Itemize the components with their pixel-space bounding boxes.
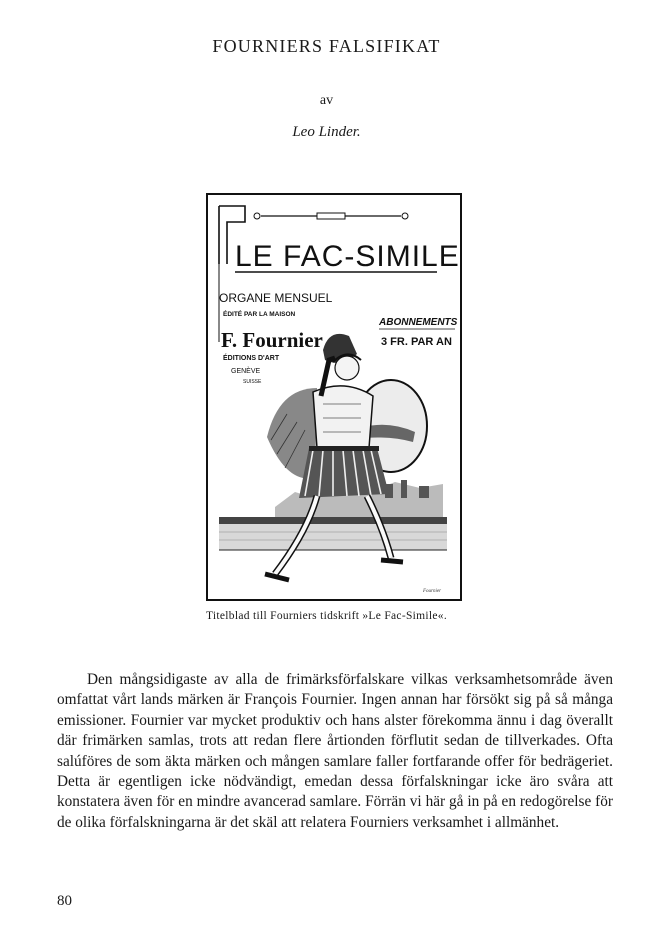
title-page-illustration bbox=[205, 192, 463, 604]
article-body bbox=[57, 670, 613, 833]
page-title: FOURNIERS FALSIFIKAT bbox=[212, 36, 441, 56]
subtitle-city: GENÈVE bbox=[231, 368, 261, 375]
subtitle-monthly: ORGANE MENSUEL bbox=[219, 291, 333, 305]
subtitle-published-by: ÉDITÉ PAR LA MAISON bbox=[223, 311, 296, 318]
subtitle-country: SUISSE bbox=[243, 379, 262, 385]
byline-preposition: av bbox=[319, 93, 334, 108]
body-paragraph: Den mångsidigaste av alla de frimärksförfalskare vilkas verksamhetsområde även omfattat vårt lands märken är François Fournier. Ingen annan har försökt sig på så många emissioner. Fournier var mycket produktiv och hans alster förekomma ännu i dag överallt där frimärken samlas, trots att redan flere årtionden förflutit sedan de tillverkades. Ofta salúföres de som äkta märken och mången samlare faller fortfarande offer för bedrägeriet. Detta är egentligen icke nödvändigt, emedan dessa förfalskningar icke äro svåra att konstatera även för en mindre avancerad samlare. Förrän vi här gå in på en redogörelse för de olika förfalskningarna är det skäl att relatera Fourniers verksamhet i allmänhet. bbox=[57, 671, 613, 831]
artist-signature: Fournier bbox=[423, 589, 442, 594]
masthead-title: LE FAC-SIMILE bbox=[235, 240, 460, 273]
subscription-price: 3 FR. PAR AN bbox=[381, 336, 452, 348]
subtitle-editions: ÉDITIONS D'ART bbox=[223, 355, 280, 362]
publisher-name: F. Fournier bbox=[221, 328, 323, 352]
page-number: 80 bbox=[57, 893, 72, 909]
figure-caption: Titelblad till Fourniers tidskrift »Le Fac-Simile«. bbox=[205, 610, 448, 622]
author-name: Leo Linder. bbox=[292, 124, 361, 140]
subscription-label: ABONNEMENTS bbox=[379, 317, 458, 328]
